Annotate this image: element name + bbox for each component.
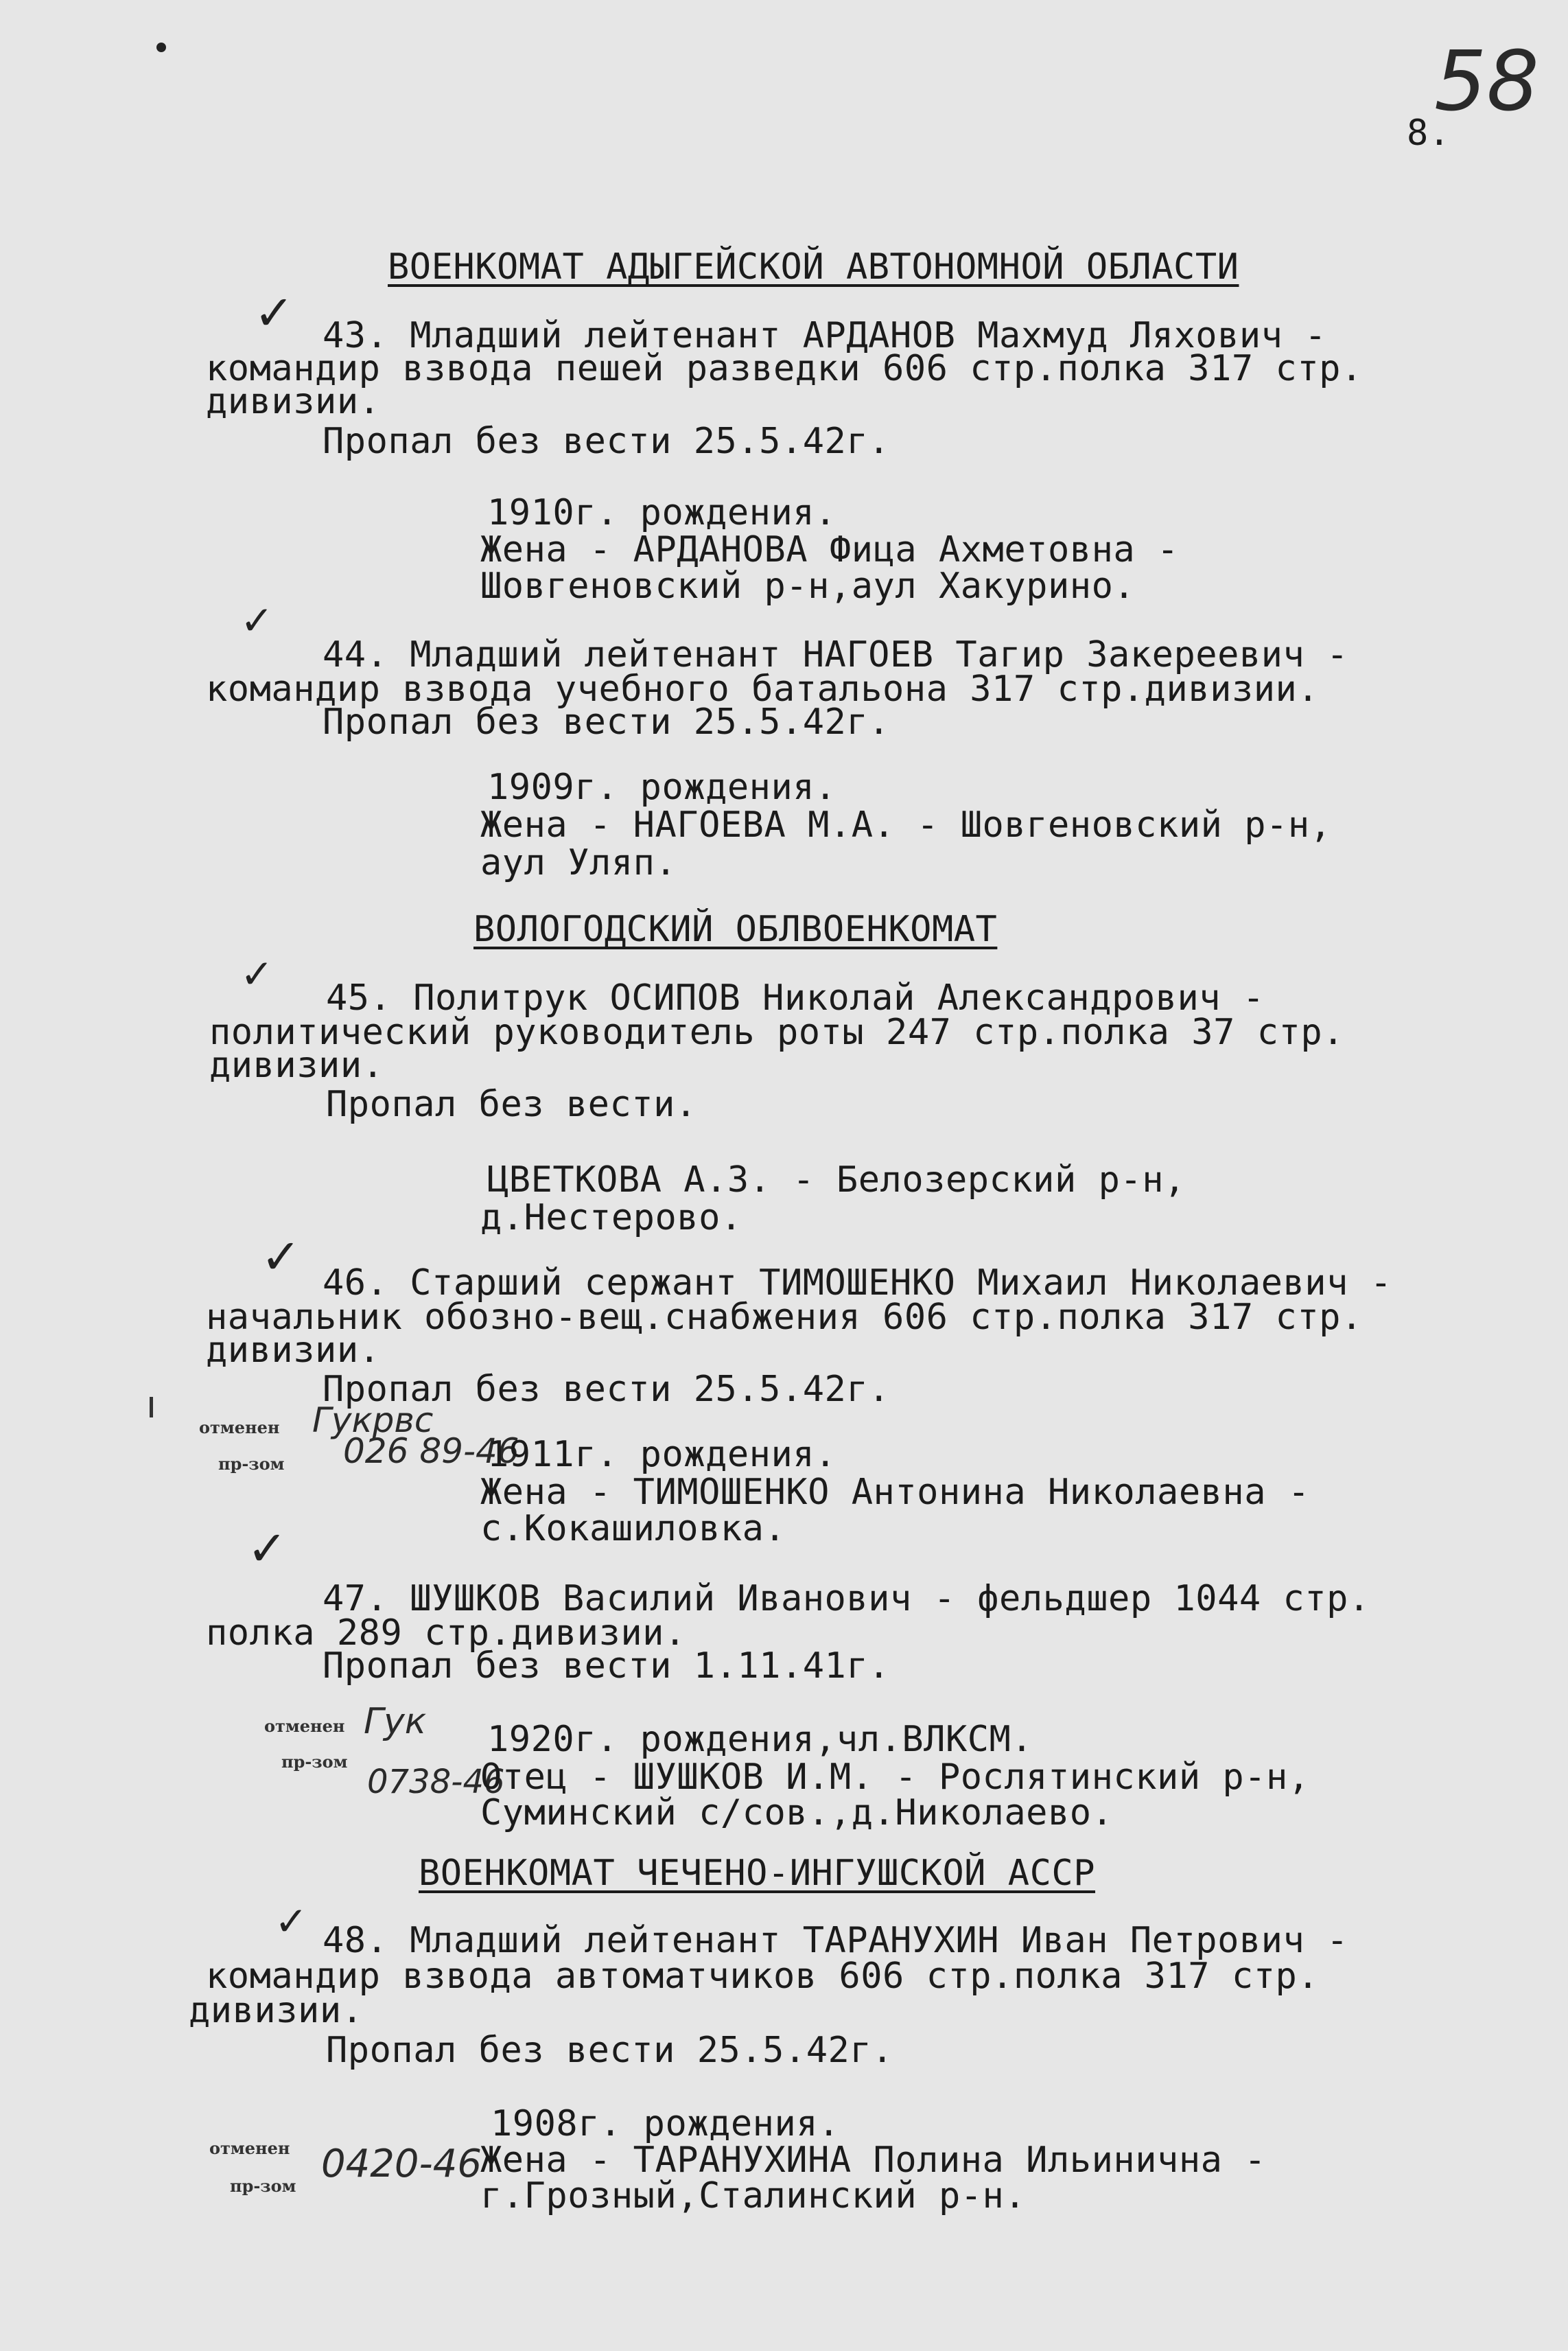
entry-44-line-3: Пропал без вести 25.5.42г. — [323, 702, 890, 743]
entry-45-line-4: Пропал без вести. — [326, 1084, 697, 1125]
check-mark: ✓ — [247, 1520, 288, 1577]
handwritten-note-47-a: Гук — [364, 1701, 427, 1742]
entry-46-line-3: дивизии. — [206, 1330, 381, 1371]
section-heading-chechen-ingush: ВОЕНКОМАТ ЧЕЧЕНО-ИНГУШСКОЙ АССР — [419, 1853, 1096, 1894]
entry-45-line-1: 45. Политрук ОСИПОВ Николай Александрович - — [326, 977, 1265, 1019]
entry-45-line-3: дивизии. — [209, 1045, 384, 1086]
cancel-stamp-line-1: отменен — [264, 1716, 345, 1736]
entry-45-line-2: политический руководитель роты 247 стр.полка 37 стр. — [209, 1012, 1344, 1053]
entry-47-line-4: 1920г. рождения,чл.ВЛКСМ. — [487, 1719, 1033, 1760]
entry-48-line-7: г.Грозный,Сталинский р-н. — [480, 2175, 1027, 2216]
entry-45-line-5: ЦВЕТКОВА А.З. - Белозерский р-н, — [487, 1159, 1186, 1201]
cancel-stamp-line-2: пр-зом — [218, 1454, 285, 1474]
entry-47-line-5: Отец - ШУШКОВ И.М. - Рослятинский р-н, — [480, 1757, 1310, 1798]
section-heading-adygea: ВОЕНКОМАТ АДЫГЕЙСКОЙ АВТОНОМНОЙ ОБЛАСТИ — [388, 246, 1239, 288]
entry-48-line-5: 1908г. рождения. — [491, 2103, 840, 2144]
handwritten-note-46-b: 026 89-46 — [343, 1431, 519, 1471]
margin-mark — [150, 1397, 153, 1417]
entry-43-line-3: дивизии. — [206, 381, 381, 422]
entry-47-line-3: Пропал без вести 1.11.41г. — [323, 1645, 890, 1687]
cancel-stamp-line-2: пр-зом — [230, 2176, 296, 2196]
punch-dot — [156, 43, 166, 52]
entry-43-line-1: 43. Младший лейтенант АРДАНОВ Махмуд Ляхович - — [323, 315, 1327, 356]
entry-43-line-4: Пропал без вести 25.5.42г. — [323, 421, 890, 462]
entry-47-line-6: Суминский с/сов.,д.Николаево. — [480, 1792, 1114, 1833]
entry-44-line-1: 44. Младший лейтенант НАГОЕВ Тагир Закереевич - — [323, 634, 1348, 675]
entry-48-line-4: Пропал без вести 25.5.42г. — [326, 2030, 893, 2071]
entry-48-line-2: командир взвода автоматчиков 606 стр.полка 317 стр. — [206, 1956, 1320, 1997]
section-heading-vologda: ВОЛОГОДСКИЙ ОБЛВОЕНКОМАТ — [473, 909, 998, 950]
entry-48-line-3: дивизии. — [189, 1990, 364, 2031]
entry-44-line-5: Жена - НАГОЕВА М.А. - Шовгеновский р-н, — [480, 804, 1332, 846]
entry-44-line-4: 1909г. рождения. — [487, 767, 836, 808]
entry-46-line-7: с.Кокашиловка. — [480, 1508, 786, 1549]
cancel-stamp-line-1: отменен — [209, 2138, 290, 2158]
handwritten-note-48: 0420-46 — [321, 2142, 482, 2186]
cancel-stamp-line-1: отменен — [199, 1417, 280, 1437]
entry-46-line-4: Пропал без вести 25.5.42г. — [323, 1369, 890, 1410]
check-mark: ✓ — [254, 285, 294, 341]
entry-46-line-2: начальник обозно-вещ.снабжения 606 стр.полка 317 стр. — [206, 1297, 1363, 1338]
cancel-stamp-line-2: пр-зом — [281, 1752, 348, 1772]
check-mark: ✓ — [274, 1898, 308, 1945]
entry-48-line-6: Жена - ТАРАНУХИНА Полина Ильинична - — [480, 2140, 1267, 2181]
check-mark: ✓ — [240, 597, 274, 644]
entry-46-line-5: 1911г. рождения. — [487, 1434, 836, 1475]
entry-47-line-1: 47. ШУШКОВ Василий Иванович - фельдшер 1044 стр. — [323, 1578, 1370, 1619]
entry-46-line-1: 46. Старший сержант ТИМОШЕНКО Михаил Николаевич - — [323, 1262, 1392, 1304]
entry-43-line-7: Шовгеновский р-н,аул Хакурино. — [480, 566, 1136, 607]
handwritten-note-46-a: Гукрвс — [312, 1400, 434, 1440]
handwritten-note-47-b: 0738-46 — [367, 1763, 505, 1801]
entry-47-line-2: полка 289 стр.дивизии. — [206, 1612, 686, 1654]
entry-44-line-2: командир взвода учебного батальона 317 стр.дивизии. — [206, 669, 1320, 710]
entry-45-line-6: д.Нестерово. — [480, 1197, 742, 1238]
entry-44-line-6: аул Уляп. — [480, 842, 677, 883]
entry-43-line-2: командир взвода пешей разведки 606 стр.полка 317 стр. — [206, 348, 1363, 389]
archive-page-number: 58 — [1434, 34, 1539, 130]
check-mark: ✓ — [261, 1229, 301, 1285]
check-mark: ✓ — [240, 951, 274, 997]
entry-43-line-6: Жена - АРДАНОВА Фица Ахметовна - — [480, 529, 1179, 570]
entry-46-line-6: Жена - ТИМОШЕНКО Антонина Николаевна - — [480, 1472, 1310, 1513]
page-number: 8. — [1407, 113, 1451, 154]
entry-43-line-5: 1910г. рождения. — [487, 492, 836, 533]
entry-48-line-1: 48. Младший лейтенант ТАРАНУХИН Иван Петрович - — [323, 1920, 1348, 1961]
